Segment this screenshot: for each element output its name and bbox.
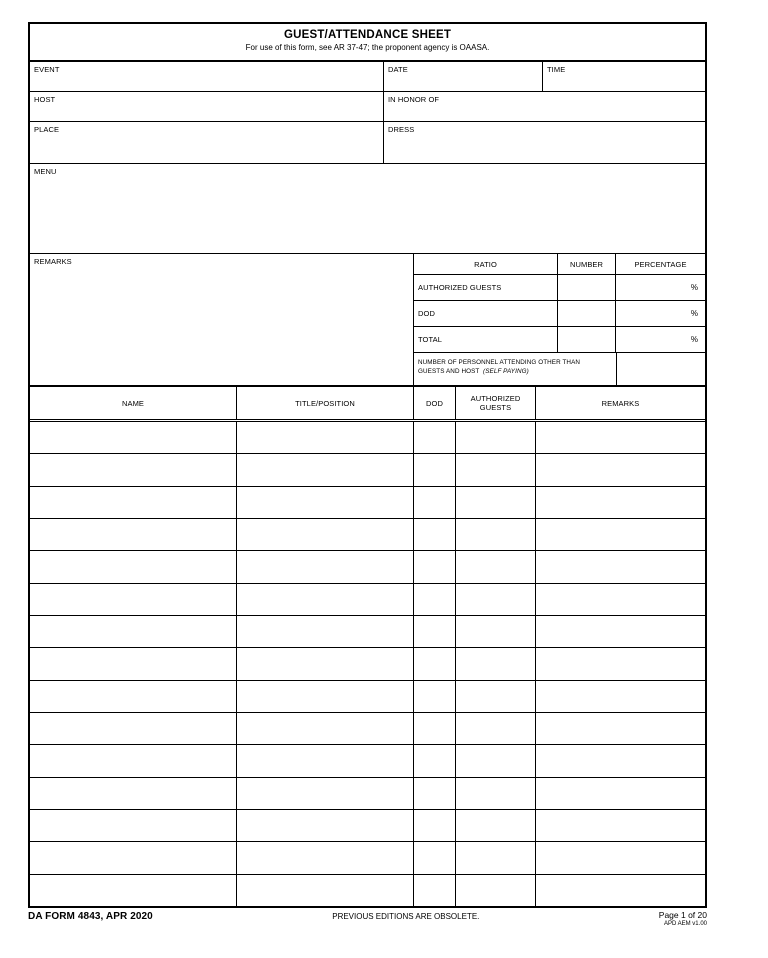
time-field[interactable] — [543, 62, 705, 91]
attendance-row — [30, 551, 705, 583]
date-label: DATE — [388, 65, 408, 74]
attendance-cell-input[interactable] — [237, 487, 414, 518]
attendance-cell-input[interactable] — [30, 422, 237, 453]
number-col-header: NUMBER — [569, 259, 604, 269]
attendance-cell-input[interactable] — [414, 875, 456, 906]
menu-label: MENU — [34, 167, 57, 176]
attendance-cell-input[interactable] — [30, 778, 237, 809]
remarks-label: REMARKS — [34, 257, 72, 266]
attendance-cell-input[interactable] — [536, 616, 705, 647]
attendance-row — [30, 454, 705, 486]
attendance-cell-input[interactable] — [237, 842, 414, 873]
menu-field[interactable] — [30, 164, 705, 253]
attendance-cell-input[interactable] — [30, 810, 237, 841]
dress-label: DRESS — [388, 125, 415, 134]
attendance-cell-input[interactable] — [414, 745, 456, 776]
attendance-cell-input[interactable] — [237, 875, 414, 906]
attendance-cell-input[interactable] — [536, 519, 705, 550]
dod-percentage-field[interactable] — [616, 301, 705, 326]
attendance-cell-input[interactable] — [414, 519, 456, 550]
attendance-cell-input[interactable] — [414, 487, 456, 518]
percent-sign: % — [690, 309, 698, 318]
attendance-cell-input[interactable] — [456, 454, 536, 485]
attendance-cell-input[interactable] — [536, 648, 705, 679]
date-field[interactable] — [384, 62, 543, 91]
row-place-dress — [30, 122, 705, 164]
attendance-cell-input[interactable] — [30, 648, 237, 679]
remarks-field[interactable] — [30, 254, 414, 385]
attendance-cell-input[interactable] — [414, 616, 456, 647]
total-number-field[interactable] — [558, 327, 616, 352]
attendance-cell-input[interactable] — [30, 487, 237, 518]
attendance-cell-input[interactable] — [237, 551, 414, 582]
attendance-row — [30, 519, 705, 551]
attendance-row — [30, 487, 705, 519]
attendance-cell-input[interactable] — [414, 713, 456, 744]
dod-number-field[interactable] — [558, 301, 616, 326]
attendance-cell-input[interactable] — [30, 713, 237, 744]
attendance-cell-input[interactable] — [237, 454, 414, 485]
attendance-cell-input[interactable] — [30, 454, 237, 485]
attendance-cell-input[interactable] — [237, 648, 414, 679]
in-honor-of-field[interactable] — [384, 92, 705, 121]
self-paying-label: NUMBER OF PERSONNEL ATTENDING OTHER THAN GUESTS AND HOST (SELF PAYING) — [414, 353, 617, 385]
attendance-cell-input[interactable] — [536, 584, 705, 615]
attendance-cell-input[interactable] — [456, 778, 536, 809]
attendance-cell-input[interactable] — [536, 842, 705, 873]
da-form-4843 — [28, 22, 707, 908]
ratio-col-header: RATIO — [474, 259, 497, 269]
attendance-row — [30, 875, 705, 906]
total-percentage-field[interactable] — [616, 327, 705, 352]
attendance-cell-input[interactable] — [456, 422, 536, 453]
place-label: PLACE — [34, 125, 60, 134]
attendance-cell-input[interactable] — [536, 487, 705, 518]
form-title: GUEST/ATTENDANCE SHEET — [283, 29, 452, 41]
self-paying-number-field[interactable] — [617, 353, 705, 385]
authorized-guests-column-header: AUTHORIZED GUESTS — [456, 387, 536, 419]
attendance-cell-input[interactable] — [414, 584, 456, 615]
attendance-cell-input[interactable] — [536, 681, 705, 712]
attendance-cell-input[interactable] — [456, 681, 536, 712]
attendance-cell-input[interactable] — [237, 745, 414, 776]
attendance-cell-input[interactable] — [30, 551, 237, 582]
row-host-honor — [30, 92, 705, 122]
row-menu — [30, 164, 705, 254]
attendance-cell-input[interactable] — [456, 842, 536, 873]
percent-sign: % — [690, 283, 698, 292]
time-label: TIME — [547, 65, 566, 74]
attendance-cell-input[interactable] — [414, 842, 456, 873]
attendance-cell-input[interactable] — [414, 648, 456, 679]
ratio-row-self-paying — [414, 353, 705, 385]
ratio-table — [414, 254, 705, 385]
attendance-row — [30, 713, 705, 745]
attendance-cell-input[interactable] — [30, 681, 237, 712]
form-header — [30, 24, 705, 62]
attendance-cell-input[interactable] — [536, 745, 705, 776]
attendance-cell-input[interactable] — [30, 519, 237, 550]
attendance-cell-input[interactable] — [237, 713, 414, 744]
row-remarks-ratio — [30, 254, 705, 387]
form-number: DA FORM 4843, APR 2020 — [28, 911, 153, 922]
attendance-row — [30, 842, 705, 874]
attendance-cell-input[interactable] — [30, 745, 237, 776]
host-field[interactable] — [30, 92, 384, 121]
attendance-cell-input[interactable] — [536, 454, 705, 485]
attendance-cell-input[interactable] — [414, 551, 456, 582]
attendance-cell-input[interactable] — [456, 810, 536, 841]
attendance-table-header — [30, 387, 705, 422]
attendance-cell-input[interactable] — [414, 454, 456, 485]
attendance-cell-input[interactable] — [237, 810, 414, 841]
attendance-cell-input[interactable] — [536, 875, 705, 906]
ratio-table-header — [414, 254, 705, 275]
attendance-cell-input[interactable] — [237, 778, 414, 809]
attendance-cell-input[interactable] — [456, 551, 536, 582]
attendance-table-body — [30, 422, 705, 906]
attendance-cell-input[interactable] — [237, 616, 414, 647]
attendance-row — [30, 584, 705, 616]
attendance-row — [30, 648, 705, 680]
ratio-row-dod — [414, 301, 705, 327]
attendance-cell-input[interactable] — [456, 875, 536, 906]
dress-field[interactable] — [384, 122, 705, 163]
authorized-guests-label: AUTHORIZED GUESTS — [418, 283, 502, 292]
attendance-cell-input[interactable] — [237, 584, 414, 615]
attendance-cell-input[interactable] — [456, 745, 536, 776]
attendance-cell-input[interactable] — [237, 681, 414, 712]
attendance-cell-input[interactable] — [237, 519, 414, 550]
dod-label: DOD — [418, 309, 435, 318]
attendance-cell-input[interactable] — [456, 648, 536, 679]
percentage-col-header: PERCENTAGE — [634, 259, 687, 269]
attendance-cell-input[interactable] — [456, 616, 536, 647]
attendance-cell-input[interactable] — [414, 681, 456, 712]
attendance-row — [30, 422, 705, 454]
ratio-row-authorized-guests — [414, 275, 705, 301]
attendance-cell-input[interactable] — [456, 519, 536, 550]
attendance-cell-input[interactable] — [536, 422, 705, 453]
title-position-column-header: TITLE/POSITION — [237, 387, 414, 419]
attendance-row — [30, 616, 705, 648]
page-indicator: Page 1 of 20 — [658, 910, 707, 920]
event-label: EVENT — [34, 65, 60, 74]
attendance-cell-input[interactable] — [456, 713, 536, 744]
dod-column-header: DOD — [414, 387, 456, 419]
attendance-cell-input[interactable] — [536, 810, 705, 841]
attendance-cell-input[interactable] — [536, 713, 705, 744]
attendance-cell-input[interactable] — [536, 551, 705, 582]
self-paying-italic: (SELF PAYING) — [483, 368, 529, 375]
form-footer — [28, 911, 707, 928]
in-honor-of-label: IN HONOR OF — [388, 95, 440, 104]
attendance-cell-input[interactable] — [536, 778, 705, 809]
version-indicator: APD AEM v1.00 — [663, 921, 707, 927]
authorized-guests-percentage-field[interactable] — [616, 275, 705, 300]
attendance-cell-input[interactable] — [414, 810, 456, 841]
obsolete-note: PREVIOUS EDITIONS ARE OBSOLETE. — [332, 912, 480, 921]
place-field[interactable] — [30, 122, 384, 163]
name-column-header: NAME — [30, 387, 237, 419]
attendance-cell-input[interactable] — [414, 422, 456, 453]
attendance-cell-input[interactable] — [237, 422, 414, 453]
attendance-cell-input[interactable] — [456, 487, 536, 518]
host-label: HOST — [34, 95, 56, 104]
attendance-cell-input[interactable] — [414, 778, 456, 809]
attendance-cell-input[interactable] — [456, 584, 536, 615]
attendance-row — [30, 810, 705, 842]
remarks-column-header: REMARKS — [601, 398, 640, 408]
attendance-row — [30, 681, 705, 713]
row-event-date-time — [30, 62, 705, 92]
attendance-cell-input[interactable] — [30, 584, 237, 615]
form-subtitle: For use of this form, see AR 37-47; the proponent agency is OAASA. — [245, 43, 490, 52]
attendance-cell-input[interactable] — [30, 616, 237, 647]
attendance-cell-input[interactable] — [30, 875, 237, 906]
event-field[interactable] — [30, 62, 384, 91]
ratio-row-total — [414, 327, 705, 353]
percent-sign: % — [690, 335, 698, 344]
attendance-row — [30, 778, 705, 810]
authorized-guests-number-field[interactable] — [558, 275, 616, 300]
footer-right — [659, 911, 707, 928]
attendance-row — [30, 745, 705, 777]
total-label: TOTAL — [418, 335, 442, 344]
attendance-cell-input[interactable] — [30, 842, 237, 873]
